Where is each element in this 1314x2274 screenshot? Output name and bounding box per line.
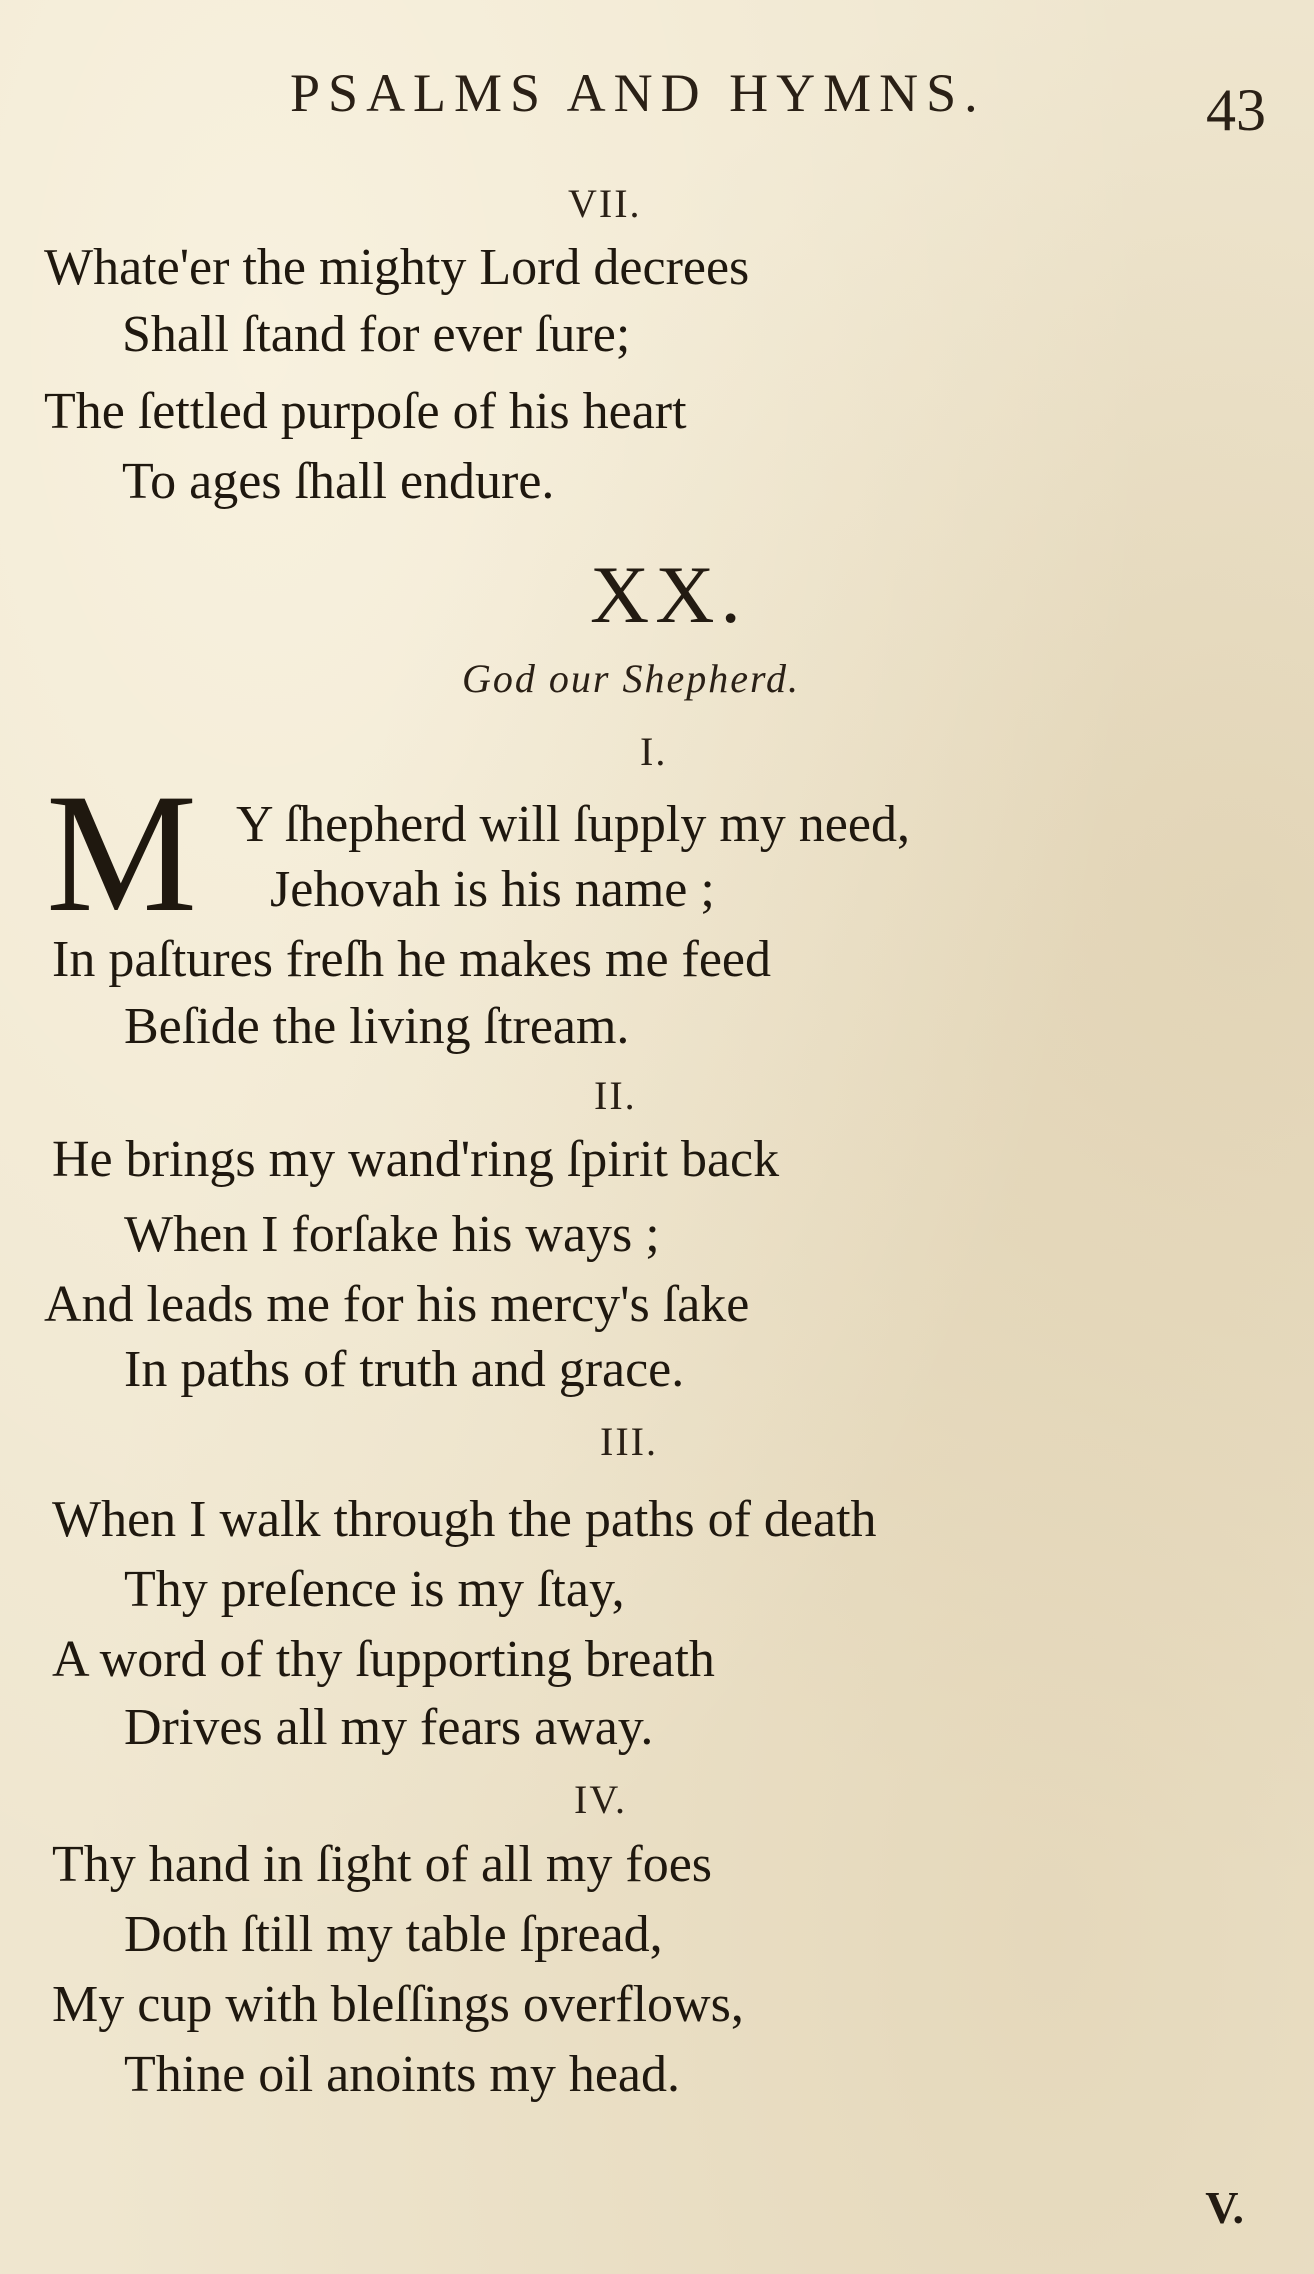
stanza-number-iii: III.: [600, 1419, 658, 1464]
drop-cap: M: [46, 759, 198, 947]
stanza-number-vii: VII.: [568, 181, 642, 226]
running-head: PSALMS AND HYMNS.: [290, 63, 986, 123]
verse-line: A word of thy ſupporting breath: [52, 1631, 715, 1688]
verse-line: Doth ſtill my table ſpread,: [124, 1906, 663, 1963]
verse-line: When I walk through the paths of death: [52, 1491, 877, 1548]
verse-line: Thy hand in ſight of all my foes: [52, 1836, 713, 1893]
verse-line: Drives all my fears away.: [124, 1699, 654, 1756]
page-number: 43: [1206, 77, 1266, 143]
verse-line: Jehovah is his name ;: [270, 861, 715, 918]
verse-line: Y ſhepherd will ſupply my need,: [236, 796, 910, 853]
verse-line: Beſide the living ſtream.: [124, 998, 630, 1055]
hymn-title: God our Shepherd.: [462, 656, 801, 701]
hymn-number: XX.: [590, 549, 747, 640]
verse-line: When I forſake his ways ;: [124, 1206, 660, 1263]
verse-line: Whate'er the mighty Lord decrees: [44, 239, 750, 296]
verse-line: He brings my wand'ring ſpirit back: [52, 1131, 780, 1188]
verse-line: In paths of truth and grace.: [124, 1341, 685, 1398]
stanza-number-ii: II.: [594, 1073, 637, 1118]
catchword: V.: [1205, 2182, 1244, 2233]
verse-line: To ages ſhall endure.: [122, 453, 555, 510]
verse-line: In paſtures freſh he makes me feed: [52, 931, 772, 988]
stanza-number-i: I.: [640, 729, 668, 774]
verse-line: Thy preſence is my ſtay,: [124, 1561, 625, 1618]
verse-line: Thine oil anoints my head.: [124, 2046, 681, 2103]
verse-line: And leads me for his mercy's ſake: [44, 1276, 750, 1333]
verse-line: The ſettled purpoſe of his heart: [44, 383, 687, 440]
verse-line: My cup with bleſſings overflows,: [52, 1976, 744, 2033]
verse-line: Shall ſtand for ever ſure;: [122, 306, 631, 363]
stanza-number-iv: IV.: [574, 1777, 628, 1822]
